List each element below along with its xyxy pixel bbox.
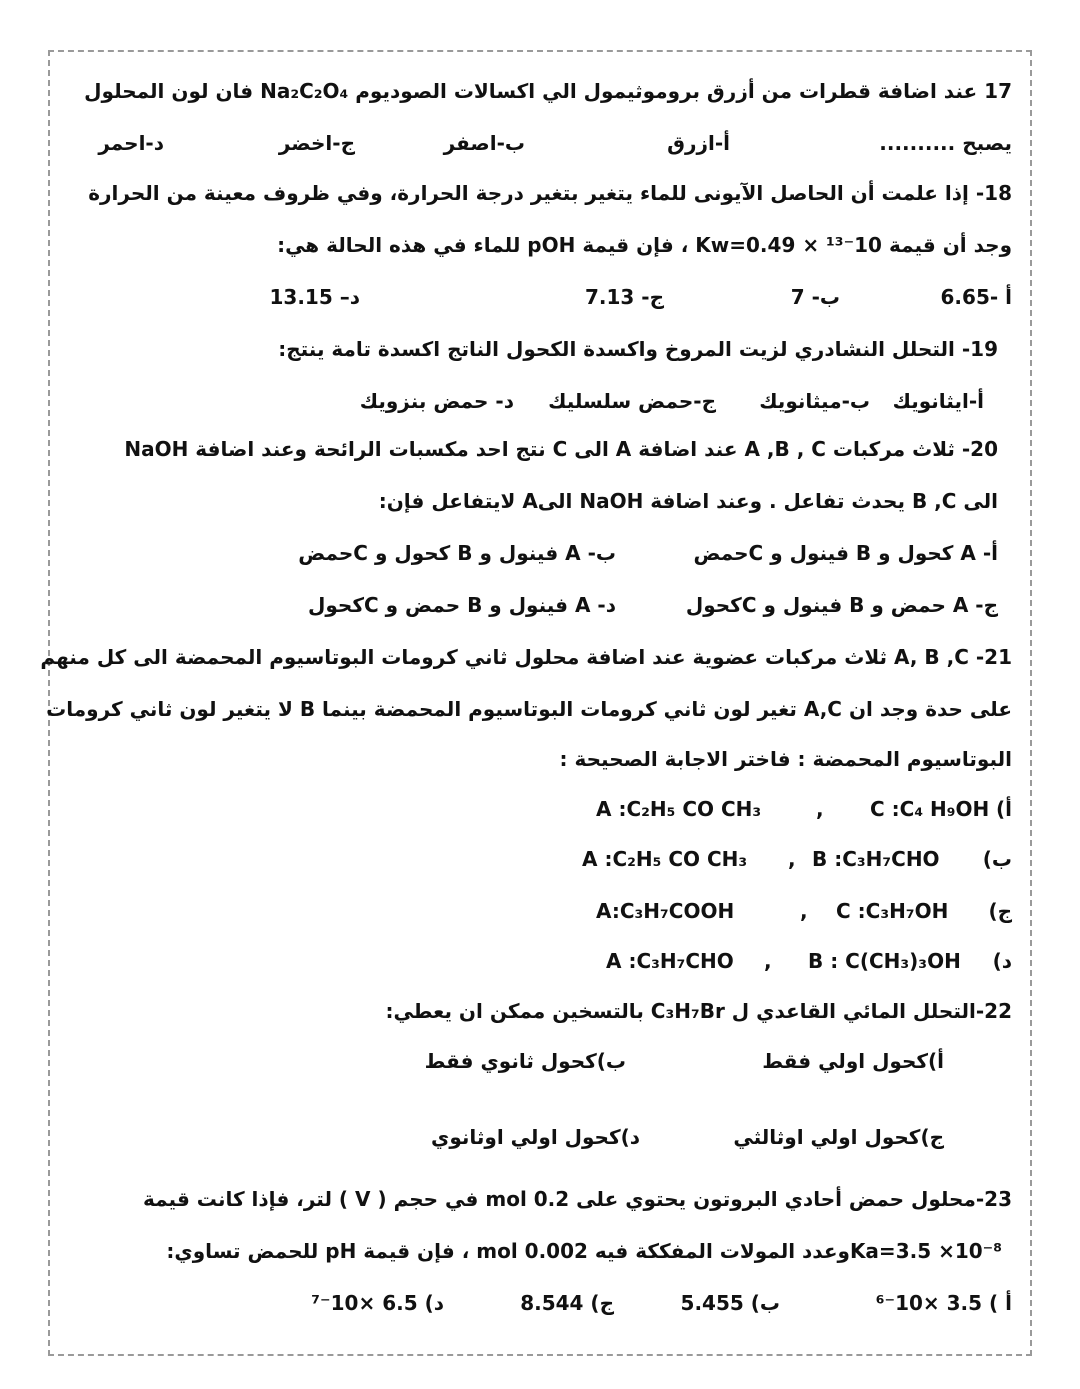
q20-option-d: د- A فينول و B حمض و Cكحول <box>308 593 616 617</box>
q21-line2: على حدة وجد ان A,C تغير لون ثاني كرومات البوتاسيوم المحمضة بينما B لا يتغير لون ثاني كرومات <box>46 697 1012 721</box>
q19-option-c: ج-حمض سلسليك <box>548 389 716 413</box>
q21-option-a-c: C :C₄ H₉OH <box>870 797 990 821</box>
q17-option-d: د-احمر <box>98 131 164 155</box>
q20-line2: الى B ,C يحدث تفاعل . وعند اضافة NaOH الىA لايتفاعل فإن: <box>378 489 998 513</box>
q21-option-d-sep: , <box>764 949 772 973</box>
q18-option-d: د– 13.15 <box>269 285 360 309</box>
q18-line2: وجد أن قيمة 10⁻¹³ × Kw=0.49 ، فإن قيمة pOH للماء في هذه الحالة هي: <box>277 233 1012 257</box>
q17-line1: 17 عند اضافة قطرات من أزرق بروموثيمول الي اكسالات الصوديوم Na₂C₂O₄ فان لون المحلول <box>84 79 1012 103</box>
q17-option-b: ب-اصفر <box>443 131 525 155</box>
q21-option-b-a: A :C₂H₅ CO CH₃ <box>582 847 748 871</box>
q22-option-a: أ)كحول اولي فقط <box>762 1049 944 1073</box>
q19-option-d: د- حمض بنزويك <box>359 389 514 413</box>
q17-option-a: أ-ازرق <box>667 131 730 155</box>
q21-option-a-sep: , <box>816 797 824 821</box>
q22-line1: 22-التحلل المائي القاعدي ل C₃H₇Br بالتسخين ممكن ان يعطي: <box>385 999 1012 1023</box>
q21-line1: 21- A, B ,C ثلاث مركبات عضوية عند اضافة محلول ثاني كرومات البوتاسيوم المحمضة الى كل منهم <box>40 645 1012 669</box>
q19-line1: 19- التحلل النشادري لزيت المروخ واكسدة الكحول الناتج اكسدة تامة ينتج: <box>278 337 998 361</box>
q21-option-a-a: A :C₂H₅ CO CH₃ <box>596 797 762 821</box>
q21-option-a-label: أ) <box>996 797 1012 821</box>
q19-option-a: أ-ايثانويك <box>892 389 984 413</box>
q21-option-c-c: C :C₃H₇OH <box>836 899 949 923</box>
q21-option-b-b: B :C₃H₇CHO <box>812 847 940 871</box>
q20-option-c: ج- A حمض و B فينول و Cكحول <box>685 593 998 617</box>
q21-option-d-a: A :C₃H₇CHO <box>606 949 734 973</box>
q18-option-a: أ -6.65 <box>940 285 1012 309</box>
q18-option-b: ب- 7 <box>790 285 840 309</box>
q23-line2: Ka=3.5 ×10⁻⁸وعدد المولات المفككة فيه 0.002 mol ، فإن قيمة pH للحمض تساوي: <box>166 1239 1002 1263</box>
q21-line3: البوتاسيوم المحمضة : فاختر الاجابة الصحيحة : <box>559 747 1012 771</box>
q17-option-c: ج-اخضر <box>278 131 355 155</box>
q21-option-b-sep: , <box>788 847 796 871</box>
q19-option-b: ب-ميثانويك <box>759 389 870 413</box>
q17-stem: يصبح .......... <box>879 131 1012 155</box>
q18-line1: 18- إذا علمت أن الحاصل الآيونى للماء يتغير بتغير درجة الحرارة، وفي ظروف معينة من الحرارة <box>88 181 1012 205</box>
q22-option-c: ج)كحول اولي اوثالثي <box>733 1125 944 1149</box>
q22-option-d: د)كحول اولي اوثانوي <box>431 1125 640 1149</box>
q18-option-c: ج- 7.13 <box>584 285 664 309</box>
q22-option-b: ب)كحول ثانوي فقط <box>424 1049 626 1073</box>
q21-option-b-label: ب) <box>982 847 1012 871</box>
q21-option-d-label: د) <box>992 949 1012 973</box>
q23-line1: 23-محلول حمض أحادي البروتون يحتوي على 0.2 mol في حجم ( V ) لتر، فإذا كانت قيمة <box>143 1187 1012 1211</box>
q21-option-c-label: ج) <box>988 899 1012 923</box>
q21-option-d-b: B : C(CH₃)₃OH <box>808 949 961 973</box>
q21-option-c-a: A:C₃H₇COOH <box>596 899 735 923</box>
q23-option-b: ب) 5.455 <box>680 1291 780 1315</box>
q23-option-d: د) 6.5 ×10⁻⁷ <box>311 1291 444 1315</box>
q23-option-c: ج) 8.544 <box>520 1291 614 1315</box>
q21-option-c-sep: , <box>800 899 808 923</box>
q20-line1: 20- ثلاث مركبات A ,B , C عند اضافة A الى C نتج احد مكسبات الرائحة وعند اضافة NaOH <box>124 437 998 461</box>
q20-option-b: ب- A فينول و B كحول و Cحمض <box>298 541 616 565</box>
q20-option-a: أ- A كحول و B فينول و Cحمض <box>693 541 998 565</box>
q23-option-a: أ ) 3.5 ×10⁻⁶ <box>875 1291 1012 1315</box>
